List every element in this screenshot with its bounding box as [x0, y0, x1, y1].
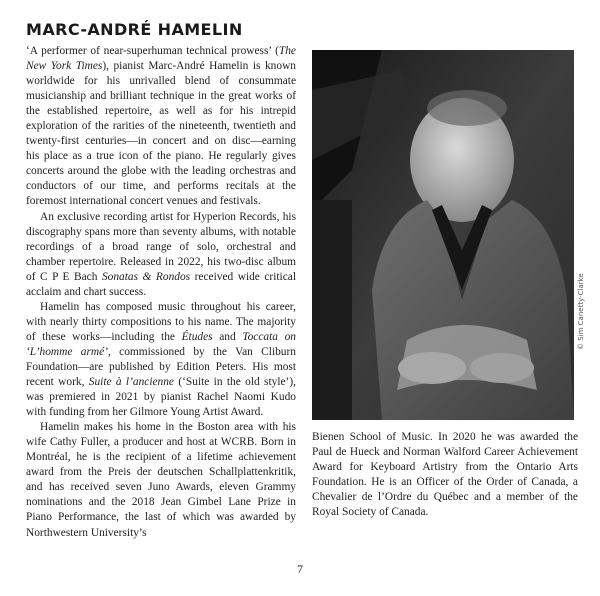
italic-run: Toccata on ‘L’homme armé’ [26, 330, 296, 358]
text-run: Hamelin has composed music throughout his career, with nearly thirty compositions to his name. The majority of these works—including the [26, 300, 296, 343]
portrait-illustration [312, 50, 574, 420]
text-run: An exclusive recording artist for Hyperion Records, his discography spans more than seventy albums, with notable recordings of a broad range of solo, orchestral and chamber repertoire. Released in 2022, his two-disc album of C P E Bach [26, 210, 296, 283]
text-run: ‘A performer of near-superhuman technical prowess’ ( [26, 45, 279, 57]
bio-paragraph-1 [26, 44, 296, 210]
biography-right-column [312, 430, 578, 520]
italic-run: Études [181, 330, 213, 343]
bio-paragraph-3 [26, 300, 296, 420]
text-run: and [212, 330, 243, 343]
text-run: received wide critical acclaim and chart success. [26, 270, 296, 298]
page-number: 7 [297, 562, 303, 576]
text-run: (‘Suite in the old style’), was premiered in 2021 by pianist Rachel Naomi Kudo with funding from her Gilmore Young Artist Award. [26, 376, 296, 419]
photo-credit: © Sim Canetty-Clarke [577, 273, 585, 350]
italic-run: Suite à l’ancienne [88, 376, 174, 389]
text-run: ), pianist Marc-André Hamelin is known worldwide for his unrivalled blend of consummate musicianship and brilliant technique in the great works of the established repertoire, as well as for his intrepid exploration of the rarities of the nineteenth, twentieth and twenty-first centuries—in concert and on disc—earning his place as a true icon of the piano. He regularly gives concerts around the globe with the leading orchestras and conductors of our time, and performs recitals at the foremost international concert venues and festivals. [26, 60, 296, 208]
text-run: , commissioned by the Van Cliburn Foundation—are published by Edition Peters. His most recent work, [26, 345, 296, 389]
page-title: MARC-ANDRÉ HAMELIN [26, 20, 243, 39]
biography-left-column [26, 44, 296, 541]
bio-paragraph-continued: Bienen School of Music. In 2020 he was awarded the Paul de Hueck and Norman Walford Career Achievement Award for Keyboard Artistry from the Ontario Arts Foundation. He is an Officer of the Order of Canada, a Chevalier de l’Ordre du Québec and a member of the Royal Society of Canada. [312, 431, 578, 519]
portrait-photo [312, 50, 574, 420]
bio-paragraph-4: Hamelin makes his home in the Boston area with his wife Cathy Fuller, a producer and host at WCRB. Born in Montréal, he is the recipient of a lifetime achievement award from the Preis der deutschen Schallplattenkritik, and has received seven Juno Awards, eleven Grammy nominations and the 2018 Jean Gimbel Lane Prize in Piano Performance, the last of which was awarded by Northwestern University’s [26, 421, 296, 539]
italic-run: Sonatas & Rondos [101, 270, 191, 283]
bio-paragraph-2 [26, 210, 296, 300]
italic-run: The New York Times [26, 45, 296, 73]
